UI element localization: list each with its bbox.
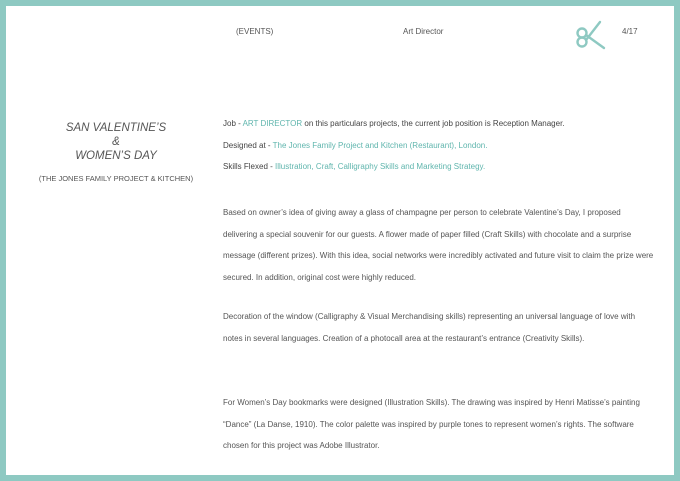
designed-value: The Jones Family Project and Kitchen (Restaurant), London. bbox=[272, 141, 488, 150]
description-paragraph: Based on owner’s idea of giving away a glass of champagne per person to celebrate Valentine’s Day, I proposed delivering a special souvenir for our guests. A flower made of paper filled (Craft Skills) with chocolate and a surprise message (different prizes). With this idea, social networks were incredibly activated and future visit to claim the prize were secured. In addition, original cost were highly reduced. bbox=[223, 208, 654, 282]
skills-value: Illustration, Craft, Calligraphy Skills and Marketing Strategy. bbox=[275, 162, 486, 171]
job-description: on this particulars projects, the current job position is Reception Manager. bbox=[302, 119, 565, 128]
job-line bbox=[223, 119, 565, 128]
designed-label: Designed at - bbox=[223, 141, 273, 150]
description-paragraph: Decoration of the window (Calligraphy & Visual Merchandising skills) representing an universal language of love with notes in several languages. Creation of a photocall area at the restaurant’s entrance (Creativity Skills). bbox=[223, 312, 636, 343]
job-value: ART DIRECTOR bbox=[242, 119, 303, 128]
role-label: Art Director bbox=[403, 27, 444, 36]
project-title-line: & bbox=[112, 136, 120, 148]
page-number: 4/17 bbox=[622, 27, 638, 36]
section-label: (EVENTS) bbox=[236, 27, 274, 36]
scissors-icon bbox=[574, 17, 610, 53]
designed-line bbox=[223, 141, 487, 150]
description-paragraph: For Women’s Day bookmarks were designed (Illustration Skills). The drawing was inspired by Henri Matisse’s painting “Dance” (La Danse, 1910). The color palette was inspired by purple tones to represent women’s rights. The software chosen for this project was Adobe Illustrator. bbox=[223, 398, 640, 450]
job-label: Job - bbox=[223, 119, 243, 128]
project-title-line: SAN VALENTINE’S bbox=[65, 122, 167, 134]
skills-line bbox=[223, 162, 485, 171]
project-subtitle: (THE JONES FAMILY PROJECT & KITCHEN) bbox=[38, 174, 194, 183]
project-title-line: WOMEN’S DAY bbox=[75, 150, 157, 162]
skills-label: Skills Flexed - bbox=[223, 162, 276, 171]
portfolio-page bbox=[6, 6, 674, 475]
